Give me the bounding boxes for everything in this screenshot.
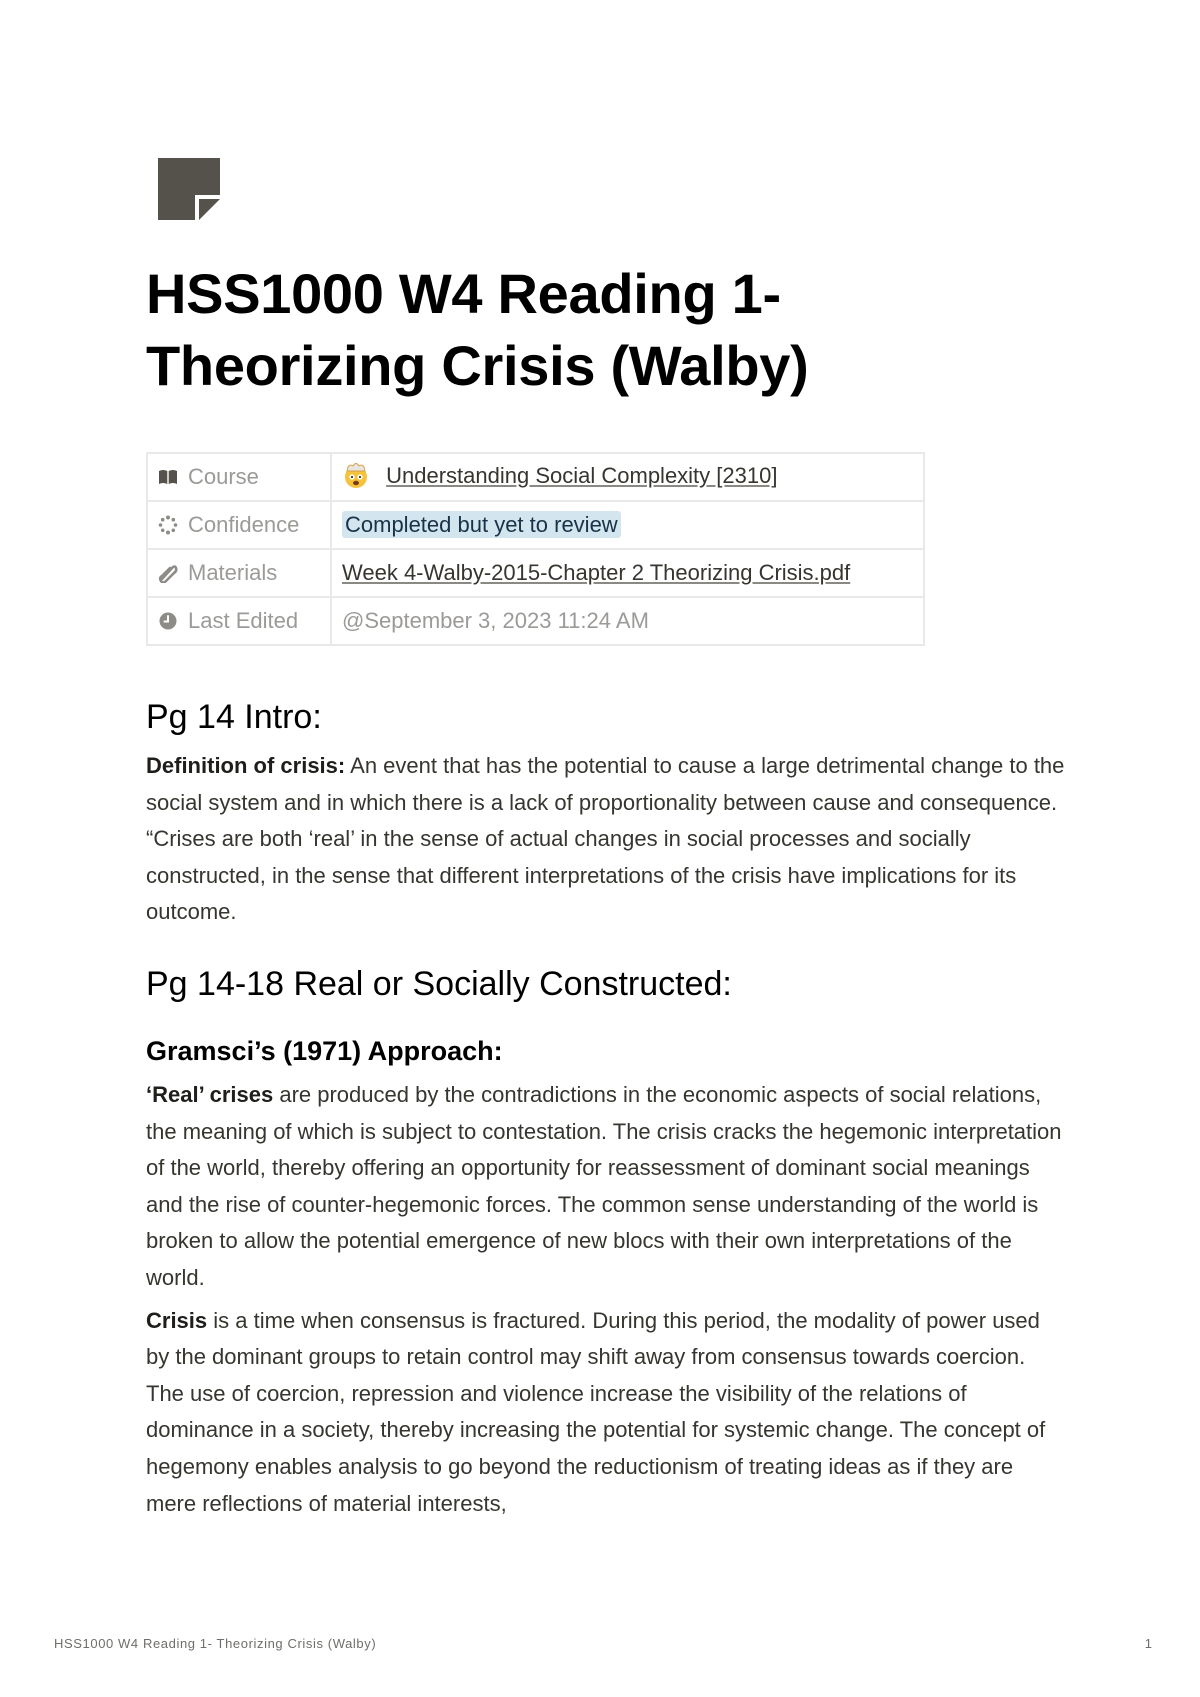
heading-real-or-constructed: Pg 14-18 Real or Socially Constructed: — [146, 964, 732, 1003]
book-icon — [158, 467, 178, 487]
page-title-line2: Theorizing Crisis (Walby) — [146, 334, 809, 397]
property-row-confidence — [147, 501, 924, 549]
property-key-materials — [147, 549, 331, 597]
property-label-materials: Materials — [188, 560, 278, 585]
paragraph-real-crises-text: are produced by the contradictions in the economic aspects of social relations, the meaning of which is subject to contestation. The crisis cracks the hegemonic interpretation of the world, thereby offering an opportunity for reassessment of dominant social meanings and the rise of counter-hegemonic forces. The common sense understanding of the world is broken to allow the potential emergence of new blocs with their own interpretations of the world. — [146, 1081, 1062, 1290]
paragraph-crisis — [146, 1303, 1066, 1523]
property-key-last-edited — [147, 597, 331, 645]
property-label-course: Course — [188, 464, 259, 489]
subheading-gramsci: Gramsci’s (1971) Approach: — [146, 1035, 503, 1066]
materials-file-link[interactable]: Week 4-Walby-2015-Chapter 2 Theorizing Crisis.pdf — [342, 560, 851, 585]
property-value-materials[interactable] — [331, 549, 924, 597]
property-row-materials — [147, 549, 924, 597]
paragraph-real-crises — [146, 1077, 1066, 1297]
property-row-last-edited — [147, 597, 924, 645]
loading-spinner-icon — [158, 515, 178, 535]
footer-title: HSS1000 W4 Reading 1- Theorizing Crisis (Walby) — [54, 1636, 377, 1651]
property-key-confidence — [147, 501, 331, 549]
property-key-course — [147, 453, 331, 501]
page-title — [146, 258, 1046, 402]
paragraph-definition-text: An event that has the potential to cause a large detrimental change to the social system and in which there is a lack of proportionality between cause and consequence. “Crises are both ‘real’ in the sense of actual changes in social processes and socially constructed, in the sense that different interpretations of the crisis have implications for its outcome. — [146, 753, 1065, 925]
property-value-confidence[interactable] — [331, 501, 924, 549]
properties-table — [146, 452, 925, 646]
exploding-head-emoji-icon — [342, 461, 370, 489]
footer-page-number: 1 — [1144, 1636, 1152, 1651]
paragraph-crisis-bold: Crisis — [146, 1307, 208, 1333]
heading-intro: Pg 14 Intro: — [146, 698, 322, 736]
paragraph-definition-bold: Definition of crisis: — [146, 753, 346, 778]
property-row-course — [147, 453, 924, 501]
page-icon — [158, 158, 220, 220]
paperclip-icon — [158, 563, 178, 583]
page-title-line1: HSS1000 W4 Reading 1- — [146, 262, 781, 325]
paragraph-crisis-text: is a time when consensus is fractured. During this period, the modality of power used by the dominant groups to retain control may shift away from consensus towards coercion. The use of coercion, repression and violence increase the visibility of the relations of dominance in a society, thereby increasing the potential for systemic change. The concept of hegemony enables analysis to go beyond the reductionism of treating ideas as if they are mere reflections of material interests, — [146, 1307, 1046, 1516]
course-link[interactable]: Understanding Social Complexity [2310] — [386, 462, 778, 488]
paragraph-real-crises-bold: ‘Real’ crises — [146, 1081, 274, 1107]
paragraph-definition — [146, 748, 1066, 931]
page-content — [146, 680, 1066, 1522]
property-value-course[interactable] — [331, 453, 924, 501]
property-label-confidence: Confidence — [188, 512, 300, 537]
property-label-last-edited: Last Edited — [188, 608, 299, 633]
confidence-tag[interactable]: Completed but yet to review — [342, 511, 621, 538]
clock-icon — [158, 611, 178, 631]
last-edited-date: @September 3, 2023 11:24 AM — [342, 608, 649, 633]
property-value-last-edited — [331, 597, 924, 645]
